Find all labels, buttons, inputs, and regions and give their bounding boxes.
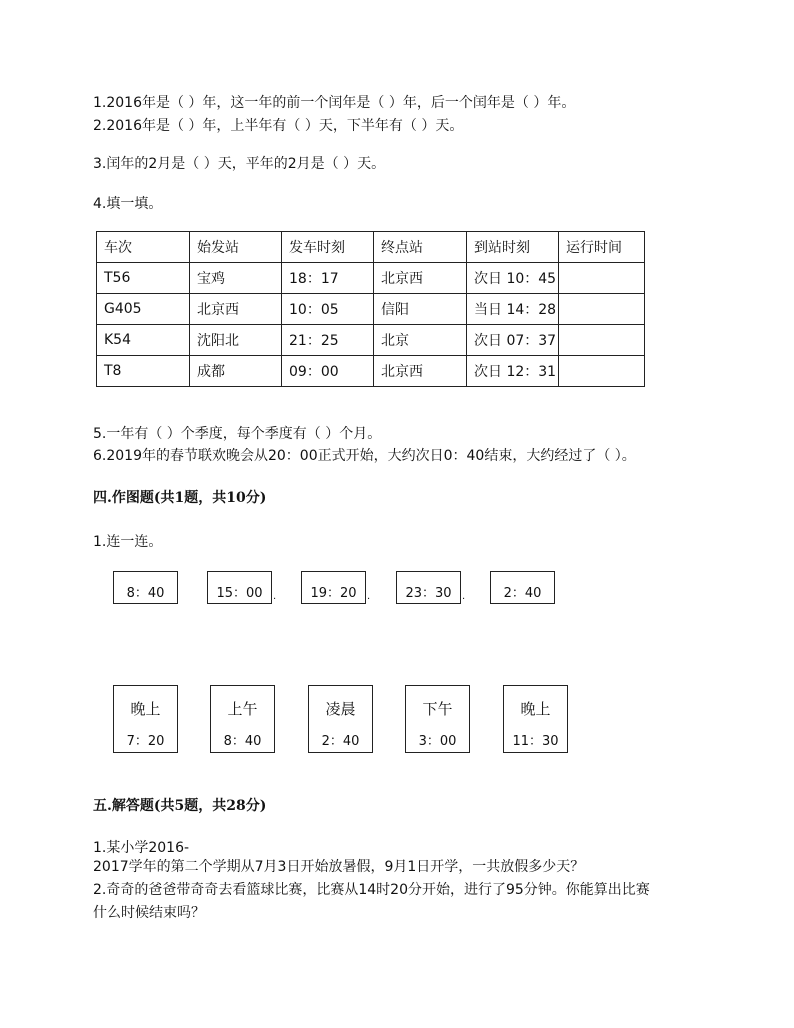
table-cell: 宝鸡 — [190, 263, 282, 294]
answer-cell — [559, 325, 645, 356]
match-dot: . — [462, 591, 466, 602]
section-4-heading: 四.作图题(共1题，共10分) — [93, 490, 267, 506]
table-cell: G405 — [97, 294, 190, 325]
table-cell: 18：17 — [282, 263, 374, 294]
table-cell: 成都 — [190, 356, 282, 387]
period-time: 3：00 — [418, 734, 457, 749]
time-box: 19：20 — [301, 571, 366, 604]
period-box — [210, 685, 275, 753]
section-5-question-1-line2: 2017学年的第二个学期从7月3日开始放暑假，9月1日开学，一共放假多少天？ — [93, 859, 585, 875]
table-header-cell: 到站时刻 — [467, 232, 559, 263]
table-header-cell: 发车时刻 — [282, 232, 374, 263]
answer-cell — [559, 356, 645, 387]
table-cell: 09：00 — [282, 356, 374, 387]
question-2: 2.2016年是（ ）年，上半年有（ ）天，下半年有（ ）天。 — [93, 118, 464, 134]
table-header-cell: 终点站 — [374, 232, 467, 263]
period-time: 2：40 — [321, 734, 360, 749]
answer-cell — [559, 294, 645, 325]
period-time: 7：20 — [126, 734, 165, 749]
table-cell: T56 — [97, 263, 190, 294]
table-row — [97, 356, 645, 387]
table-cell: 次日 10：45 — [467, 263, 559, 294]
table-header-cell: 车次 — [97, 232, 190, 263]
table-header-cell: 始发站 — [190, 232, 282, 263]
period-time: 8：40 — [223, 734, 262, 749]
time-box: 2：40 — [490, 571, 555, 604]
table-cell: 沈阳北 — [190, 325, 282, 356]
table-cell: 10：05 — [282, 294, 374, 325]
question-3: 3.闰年的2月是（ ）天，平年的2月是（ ）天。 — [93, 156, 386, 172]
period-label: 凌晨 — [325, 700, 356, 718]
match-dot: . — [367, 591, 371, 602]
period-label: 晚上 — [130, 700, 161, 718]
table-cell: 信阳 — [374, 294, 467, 325]
section-5-question-2-line1: 2.奇奇的爸爸带奇奇去看篮球比赛，比赛从14时20分开始，进行了95分钟。你能算出比赛 — [93, 882, 650, 898]
table-cell: K54 — [97, 325, 190, 356]
section-5-question-2-line2: 什么时候结束吗？ — [93, 905, 205, 921]
section-5-question-1-line1: 1.某小学2016- — [93, 840, 190, 856]
table-header-row — [97, 232, 645, 263]
table-cell: 北京西 — [374, 356, 467, 387]
table-cell: 当日 14：28 — [467, 294, 559, 325]
question-5: 5.一年有（ ）个季度，每个季度有（ ）个月。 — [93, 426, 382, 442]
time-box: 8：40 — [113, 571, 178, 604]
match-dot: . — [273, 591, 277, 602]
table-header-cell: 运行时间 — [559, 232, 645, 263]
table-row — [97, 325, 645, 356]
table-row — [97, 263, 645, 294]
period-box — [405, 685, 470, 753]
answer-cell — [559, 263, 645, 294]
period-label: 晚上 — [520, 700, 551, 718]
time-box: 15：00 — [207, 571, 272, 604]
section-4-question-1: 1.连一连。 — [93, 534, 163, 550]
question-4: 4.填一填。 — [93, 196, 163, 212]
question-6: 6.2019年的春节联欢晚会从20：00正式开始，大约次日0：40结束，大约经过了（ ）。 — [93, 448, 636, 464]
table-cell: 北京 — [374, 325, 467, 356]
table-cell: 北京西 — [190, 294, 282, 325]
question-1: 1.2016年是（ ）年，这一年的前一个闰年是（ ）年，后一个闰年是（ ）年。 — [93, 95, 576, 111]
period-box — [113, 685, 178, 753]
table-cell: 次日 12：31 — [467, 356, 559, 387]
table-cell: 21：25 — [282, 325, 374, 356]
table-cell: T8 — [97, 356, 190, 387]
period-label: 下午 — [422, 700, 453, 718]
period-box — [308, 685, 373, 753]
period-time: 11：30 — [512, 734, 559, 749]
section-5-heading: 五.解答题(共5题，共28分) — [93, 798, 267, 814]
period-label: 上午 — [227, 700, 258, 718]
period-box — [503, 685, 568, 753]
table-cell: 北京西 — [374, 263, 467, 294]
table-cell: 次日 07：37 — [467, 325, 559, 356]
table-row — [97, 294, 645, 325]
train-schedule-table — [96, 231, 645, 387]
time-box: 23：30 — [396, 571, 461, 604]
